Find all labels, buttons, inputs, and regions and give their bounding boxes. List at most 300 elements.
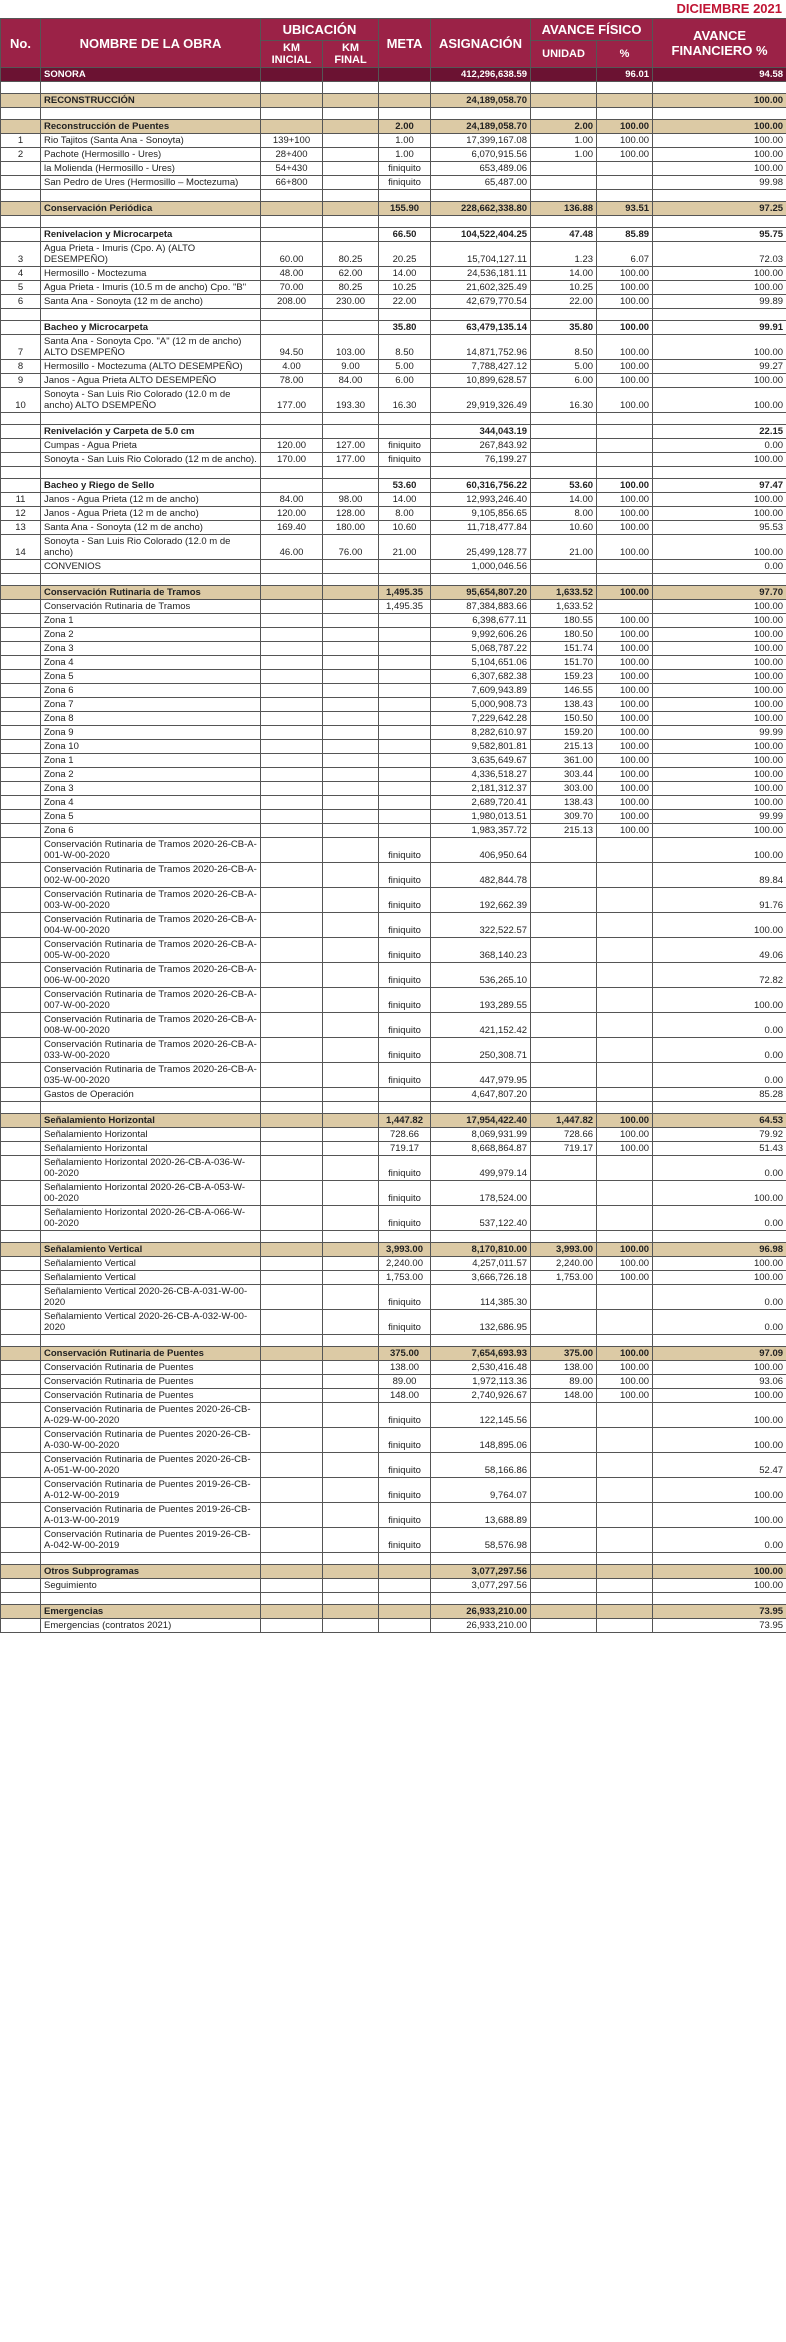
spacer-cell <box>323 1553 379 1565</box>
cell-km-inicial <box>261 1403 323 1428</box>
cell-asignacion: 132,686.95 <box>431 1310 531 1335</box>
spacer-cell <box>379 467 431 479</box>
table-row <box>1 938 786 963</box>
cell-name: Señalamiento Vertical <box>41 1257 261 1271</box>
cell-avance-financiero: 97.70 <box>653 586 786 600</box>
cell-km-final: 76.00 <box>323 535 379 560</box>
section-row <box>1 120 786 134</box>
cell-no <box>1 1528 41 1553</box>
cell-asignacion: 421,152.42 <box>431 1013 531 1038</box>
cell-asignacion: 482,844.78 <box>431 863 531 888</box>
cell-km-final <box>323 1403 379 1428</box>
spacer-cell <box>41 108 261 120</box>
cell-no <box>1 1503 41 1528</box>
cell-meta: finiquito <box>379 1063 431 1088</box>
cell-pct: 100.00 <box>597 1114 653 1128</box>
spacer-cell <box>379 1102 431 1114</box>
spacer-row <box>1 1102 786 1114</box>
cell-asignacion: 4,257,011.57 <box>431 1257 531 1271</box>
table-row <box>1 810 786 824</box>
cell-no <box>1 1375 41 1389</box>
spacer-cell <box>323 1102 379 1114</box>
section-row <box>1 1347 786 1361</box>
cell-name: Conservación Rutinaria de Tramos 2020-26-CB-A-002-W-00-2020 <box>41 863 261 888</box>
cell-km-final: 80.25 <box>323 242 379 267</box>
cell-avance-financiero: 100.00 <box>653 1271 786 1285</box>
cell-asignacion: 412,296,638.59 <box>431 68 531 82</box>
cell-meta: finiquito <box>379 913 431 938</box>
cell-km-final <box>323 1243 379 1257</box>
cell-km-inicial <box>261 913 323 938</box>
cell-pct: 100.00 <box>597 656 653 670</box>
spacer-cell <box>1 574 41 586</box>
cell-km-inicial <box>261 1619 323 1633</box>
spacer-cell <box>653 108 786 120</box>
cell-pct: 85.89 <box>597 228 653 242</box>
cell-asignacion: 499,979.14 <box>431 1156 531 1181</box>
cell-km-inicial <box>261 614 323 628</box>
cell-km-inicial: 169.40 <box>261 521 323 535</box>
cell-km-inicial <box>261 656 323 670</box>
table-row <box>1 1361 786 1375</box>
cell-name: Gastos de Operación <box>41 1088 261 1102</box>
cell-pct: 100.00 <box>597 1128 653 1142</box>
cell-km-final <box>323 1285 379 1310</box>
cell-name: Conservación Periódica <box>41 202 261 216</box>
cell-no <box>1 1453 41 1478</box>
table-row <box>1 863 786 888</box>
cell-avance-financiero: 100.00 <box>653 988 786 1013</box>
cell-no <box>1 1088 41 1102</box>
table-row <box>1 670 786 684</box>
cell-name: Conservación Rutinaria de Puentes <box>41 1375 261 1389</box>
cell-meta <box>379 1619 431 1633</box>
table-row <box>1 754 786 768</box>
spacer-cell <box>261 1102 323 1114</box>
cell-pct: 100.00 <box>597 281 653 295</box>
cell-avance-financiero: 100.00 <box>653 754 786 768</box>
cell-avance-financiero: 0.00 <box>653 1206 786 1231</box>
cell-no <box>1 453 41 467</box>
cell-meta: 5.00 <box>379 360 431 374</box>
cell-avance-financiero: 100.00 <box>653 824 786 838</box>
section-row <box>1 202 786 216</box>
cell-pct <box>597 1503 653 1528</box>
cell-pct <box>597 1285 653 1310</box>
cell-unidad <box>531 1503 597 1528</box>
spacer-cell <box>431 1231 531 1243</box>
cell-km-final: 98.00 <box>323 493 379 507</box>
cell-avance-financiero: 100.00 <box>653 148 786 162</box>
cell-asignacion: 3,666,726.18 <box>431 1271 531 1285</box>
cell-pct <box>597 1088 653 1102</box>
cell-asignacion: 8,282,610.97 <box>431 726 531 740</box>
cell-avance-financiero: 100.00 <box>653 628 786 642</box>
cell-unidad: 1,447.82 <box>531 1114 597 1128</box>
table-row <box>1 281 786 295</box>
table-row <box>1 1088 786 1102</box>
cell-avance-financiero: 100.00 <box>653 684 786 698</box>
cell-meta: 10.60 <box>379 521 431 535</box>
cell-meta <box>379 754 431 768</box>
cell-km-inicial <box>261 1453 323 1478</box>
spacer-cell <box>261 1553 323 1565</box>
cell-km-inicial <box>261 1528 323 1553</box>
table-row <box>1 1063 786 1088</box>
table-row <box>1 1142 786 1156</box>
cell-meta: 89.00 <box>379 1375 431 1389</box>
cell-no <box>1 1565 41 1579</box>
cell-name: Zona 10 <box>41 740 261 754</box>
table-row <box>1 360 786 374</box>
table-row <box>1 453 786 467</box>
cell-no <box>1 768 41 782</box>
cell-no <box>1 202 41 216</box>
cell-unidad: 47.48 <box>531 228 597 242</box>
spacer-cell <box>41 1231 261 1243</box>
spacer-cell <box>41 309 261 321</box>
cell-asignacion: 87,384,883.66 <box>431 600 531 614</box>
cell-no <box>1 560 41 574</box>
spacer-cell <box>531 1553 597 1565</box>
cell-unidad <box>531 1565 597 1579</box>
spacer-cell <box>379 1593 431 1605</box>
cell-asignacion: 6,398,677.11 <box>431 614 531 628</box>
cell-name: San Pedro de Ures (Hermosillo – Moctezuma) <box>41 176 261 190</box>
cell-km-inicial <box>261 1503 323 1528</box>
cell-name: Conservación Rutinaria de Tramos 2020-26-CB-A-007-W-00-2020 <box>41 988 261 1013</box>
cell-name: Conservación Rutinaria de Tramos 2020-26-CB-A-004-W-00-2020 <box>41 913 261 938</box>
cell-unidad <box>531 988 597 1013</box>
spacer-cell <box>597 467 653 479</box>
cell-meta: finiquito <box>379 1156 431 1181</box>
cell-unidad <box>531 1206 597 1231</box>
cell-name: Zona 6 <box>41 684 261 698</box>
cell-avance-financiero: 100.00 <box>653 712 786 726</box>
cell-no <box>1 684 41 698</box>
spacer-row <box>1 1553 786 1565</box>
cell-unidad <box>531 1063 597 1088</box>
cell-pct <box>597 1181 653 1206</box>
cell-asignacion: 178,524.00 <box>431 1181 531 1206</box>
cell-no <box>1 68 41 82</box>
report-period: DICIEMBRE 2021 <box>676 1 782 16</box>
spacer-cell <box>261 1231 323 1243</box>
spacer-cell <box>261 108 323 120</box>
cell-name: Hermosillo - Moctezuma <box>41 267 261 281</box>
spacer-cell <box>41 82 261 94</box>
cell-asignacion: 6,307,682.38 <box>431 670 531 684</box>
spacer-cell <box>653 1593 786 1605</box>
cell-meta: 35.80 <box>379 321 431 335</box>
cell-km-inicial <box>261 1478 323 1503</box>
section-row <box>1 1565 786 1579</box>
cell-asignacion: 192,662.39 <box>431 888 531 913</box>
cell-meta: 138.00 <box>379 1361 431 1375</box>
cell-pct: 100.00 <box>597 642 653 656</box>
header-no: No. <box>1 19 41 68</box>
cell-pct <box>597 1206 653 1231</box>
cell-unidad <box>531 1605 597 1619</box>
cell-avance-financiero: 100.00 <box>653 1181 786 1206</box>
cell-km-final <box>323 838 379 863</box>
cell-meta: finiquito <box>379 938 431 963</box>
cell-name: Zona 4 <box>41 656 261 670</box>
cell-no: 8 <box>1 360 41 374</box>
cell-km-inicial: 60.00 <box>261 242 323 267</box>
cell-km-inicial <box>261 963 323 988</box>
spacer-cell <box>1 309 41 321</box>
cell-km-final <box>323 1181 379 1206</box>
cell-avance-financiero: 73.95 <box>653 1619 786 1633</box>
cell-name: la Molienda (Hermosillo - Ures) <box>41 162 261 176</box>
cell-asignacion: 2,181,312.37 <box>431 782 531 796</box>
table-row <box>1 1206 786 1231</box>
cell-unidad <box>531 453 597 467</box>
cell-meta <box>379 810 431 824</box>
cell-name: Conservación Rutinaria de Puentes <box>41 1389 261 1403</box>
cell-asignacion: 60,316,756.22 <box>431 479 531 493</box>
cell-pct: 100.00 <box>597 670 653 684</box>
cell-unidad: 138.43 <box>531 698 597 712</box>
table-row <box>1 614 786 628</box>
spacer-cell <box>1 1102 41 1114</box>
cell-unidad: 8.00 <box>531 507 597 521</box>
cell-km-inicial <box>261 1347 323 1361</box>
cell-avance-financiero: 0.00 <box>653 1285 786 1310</box>
cell-meta <box>379 782 431 796</box>
cell-pct <box>597 913 653 938</box>
cell-pct: 100.00 <box>597 507 653 521</box>
cell-name: Agua Prieta - Imuris (10.5 m de ancho) Cpo. "B" <box>41 281 261 295</box>
spacer-cell <box>379 1231 431 1243</box>
spacer-cell <box>431 467 531 479</box>
cell-no <box>1 740 41 754</box>
cell-asignacion: 537,122.40 <box>431 1206 531 1231</box>
cell-name: Agua Prieta - Imuris (Cpo. A) (ALTO DESEMPEÑO) <box>41 242 261 267</box>
cell-no: 12 <box>1 507 41 521</box>
table-row <box>1 295 786 309</box>
cell-pct <box>597 94 653 108</box>
cell-km-final <box>323 1013 379 1038</box>
cell-km-inicial <box>261 768 323 782</box>
table-row <box>1 1579 786 1593</box>
cell-km-inicial <box>261 628 323 642</box>
subsection-row <box>1 228 786 242</box>
cell-avance-financiero: 100.00 <box>653 1361 786 1375</box>
spacer-cell <box>431 413 531 425</box>
cell-pct: 100.00 <box>597 726 653 740</box>
cell-km-final <box>323 1579 379 1593</box>
cell-km-inicial: 170.00 <box>261 453 323 467</box>
cell-km-inicial <box>261 810 323 824</box>
cell-no <box>1 1403 41 1428</box>
cell-unidad: 215.13 <box>531 740 597 754</box>
spacer-cell <box>653 1553 786 1565</box>
cell-name: Conservación Rutinaria de Puentes 2020-26-CB-A-030-W-00-2020 <box>41 1428 261 1453</box>
cell-km-final <box>323 176 379 190</box>
cell-meta: 6.00 <box>379 374 431 388</box>
spacer-cell <box>323 574 379 586</box>
cell-km-final <box>323 963 379 988</box>
table-row <box>1 439 786 453</box>
cell-unidad: 138.43 <box>531 796 597 810</box>
table-row <box>1 726 786 740</box>
cell-name: Seguimiento <box>41 1579 261 1593</box>
cell-pct: 100.00 <box>597 684 653 698</box>
cell-name: Zona 9 <box>41 726 261 740</box>
cell-avance-financiero: 49.06 <box>653 938 786 963</box>
cell-asignacion: 1,972,113.36 <box>431 1375 531 1389</box>
cell-meta: 1.00 <box>379 134 431 148</box>
cell-no <box>1 796 41 810</box>
spacer-cell <box>379 309 431 321</box>
cell-meta: 2.00 <box>379 120 431 134</box>
cell-km-final <box>323 1389 379 1403</box>
cell-no <box>1 988 41 1013</box>
table-row <box>1 1503 786 1528</box>
cell-unidad <box>531 913 597 938</box>
cell-meta <box>379 614 431 628</box>
cell-km-final <box>323 1206 379 1231</box>
cell-pct <box>597 938 653 963</box>
cell-no <box>1 656 41 670</box>
cell-meta: 66.50 <box>379 228 431 242</box>
cell-no <box>1 479 41 493</box>
cell-no <box>1 94 41 108</box>
cell-km-inicial <box>261 560 323 574</box>
table-row <box>1 176 786 190</box>
cell-no <box>1 1389 41 1403</box>
spacer-row <box>1 413 786 425</box>
cell-avance-financiero: 100.00 <box>653 740 786 754</box>
cell-asignacion: 15,704,127.11 <box>431 242 531 267</box>
cell-meta: 1.00 <box>379 148 431 162</box>
cell-no <box>1 1285 41 1310</box>
table-row <box>1 888 786 913</box>
spacer-cell <box>431 82 531 94</box>
cell-asignacion: 6,070,915.56 <box>431 148 531 162</box>
spacer-cell <box>261 82 323 94</box>
cell-asignacion: 250,308.71 <box>431 1038 531 1063</box>
cell-avance-financiero: 52.47 <box>653 1453 786 1478</box>
cell-no <box>1 120 41 134</box>
spacer-cell <box>653 574 786 586</box>
cell-km-final <box>323 768 379 782</box>
cell-km-inicial <box>261 1088 323 1102</box>
header-unidad: UNIDAD <box>531 41 597 68</box>
cell-no: 1 <box>1 134 41 148</box>
spacer-cell <box>531 1102 597 1114</box>
cell-asignacion: 14,871,752.96 <box>431 335 531 360</box>
cell-unidad: 146.55 <box>531 684 597 698</box>
section-row <box>1 94 786 108</box>
cell-pct: 100.00 <box>597 134 653 148</box>
cell-avance-financiero: 100.00 <box>653 134 786 148</box>
spacer-cell <box>1 413 41 425</box>
cell-pct: 100.00 <box>597 360 653 374</box>
cell-asignacion: 8,069,931.99 <box>431 1128 531 1142</box>
cell-km-final: 180.00 <box>323 521 379 535</box>
cell-km-inicial <box>261 425 323 439</box>
cell-name: Bacheo y Microcarpeta <box>41 321 261 335</box>
cell-unidad: 303.00 <box>531 782 597 796</box>
cell-no <box>1 1428 41 1453</box>
cell-meta: 14.00 <box>379 493 431 507</box>
cell-km-inicial <box>261 1285 323 1310</box>
cell-pct: 100.00 <box>597 586 653 600</box>
spacer-cell <box>431 1553 531 1565</box>
cell-asignacion: 26,933,210.00 <box>431 1605 531 1619</box>
cell-avance-financiero: 100.00 <box>653 1579 786 1593</box>
cell-no <box>1 439 41 453</box>
spacer-cell <box>531 1335 597 1347</box>
cell-name: CONVENIOS <box>41 560 261 574</box>
cell-avance-financiero: 100.00 <box>653 1565 786 1579</box>
cell-pct: 100.00 <box>597 535 653 560</box>
cell-meta: 8.00 <box>379 507 431 521</box>
cell-avance-financiero: 85.28 <box>653 1088 786 1102</box>
cell-no <box>1 1310 41 1335</box>
cell-no <box>1 1114 41 1128</box>
cell-asignacion: 24,536,181.11 <box>431 267 531 281</box>
cell-pct <box>597 988 653 1013</box>
cell-km-inicial <box>261 1181 323 1206</box>
cell-unidad: 3,993.00 <box>531 1243 597 1257</box>
cell-name: Zona 7 <box>41 698 261 712</box>
cell-meta: finiquito <box>379 863 431 888</box>
cell-avance-financiero: 0.00 <box>653 1038 786 1063</box>
cell-avance-financiero: 100.00 <box>653 670 786 684</box>
cell-km-inicial <box>261 228 323 242</box>
cell-no <box>1 1038 41 1063</box>
cell-name: Santa Ana - Sonoyta (12 m de ancho) <box>41 295 261 309</box>
cell-no <box>1 1605 41 1619</box>
cell-meta: finiquito <box>379 1428 431 1453</box>
cell-unidad: 151.74 <box>531 642 597 656</box>
spacer-cell <box>323 467 379 479</box>
cell-name: Conservación Rutinaria de Puentes 2020-26-CB-A-029-W-00-2020 <box>41 1403 261 1428</box>
cell-no: 2 <box>1 148 41 162</box>
cell-name: Emergencias (contratos 2021) <box>41 1619 261 1633</box>
cell-no: 6 <box>1 295 41 309</box>
cell-km-final <box>323 1428 379 1453</box>
cell-avance-financiero: 100.00 <box>653 374 786 388</box>
spacer-cell <box>323 1593 379 1605</box>
cell-no: 10 <box>1 388 41 413</box>
cell-no: 9 <box>1 374 41 388</box>
cell-pct: 100.00 <box>597 698 653 712</box>
cell-asignacion: 267,843.92 <box>431 439 531 453</box>
cell-pct: 100.00 <box>597 628 653 642</box>
cell-pct: 100.00 <box>597 1257 653 1271</box>
cell-pct: 100.00 <box>597 754 653 768</box>
table-row <box>1 1403 786 1428</box>
cell-unidad: 361.00 <box>531 754 597 768</box>
cell-unidad: 136.88 <box>531 202 597 216</box>
cell-unidad: 150.50 <box>531 712 597 726</box>
cell-km-inicial <box>261 479 323 493</box>
cell-km-inicial <box>261 712 323 726</box>
section-row <box>1 1114 786 1128</box>
cell-meta: finiquito <box>379 988 431 1013</box>
cell-avance-financiero: 96.98 <box>653 1243 786 1257</box>
cell-name: Reconstrucción de Puentes <box>41 120 261 134</box>
cell-meta: 14.00 <box>379 267 431 281</box>
cell-asignacion: 26,933,210.00 <box>431 1619 531 1633</box>
cell-name: Zona 1 <box>41 614 261 628</box>
cell-meta: finiquito <box>379 453 431 467</box>
